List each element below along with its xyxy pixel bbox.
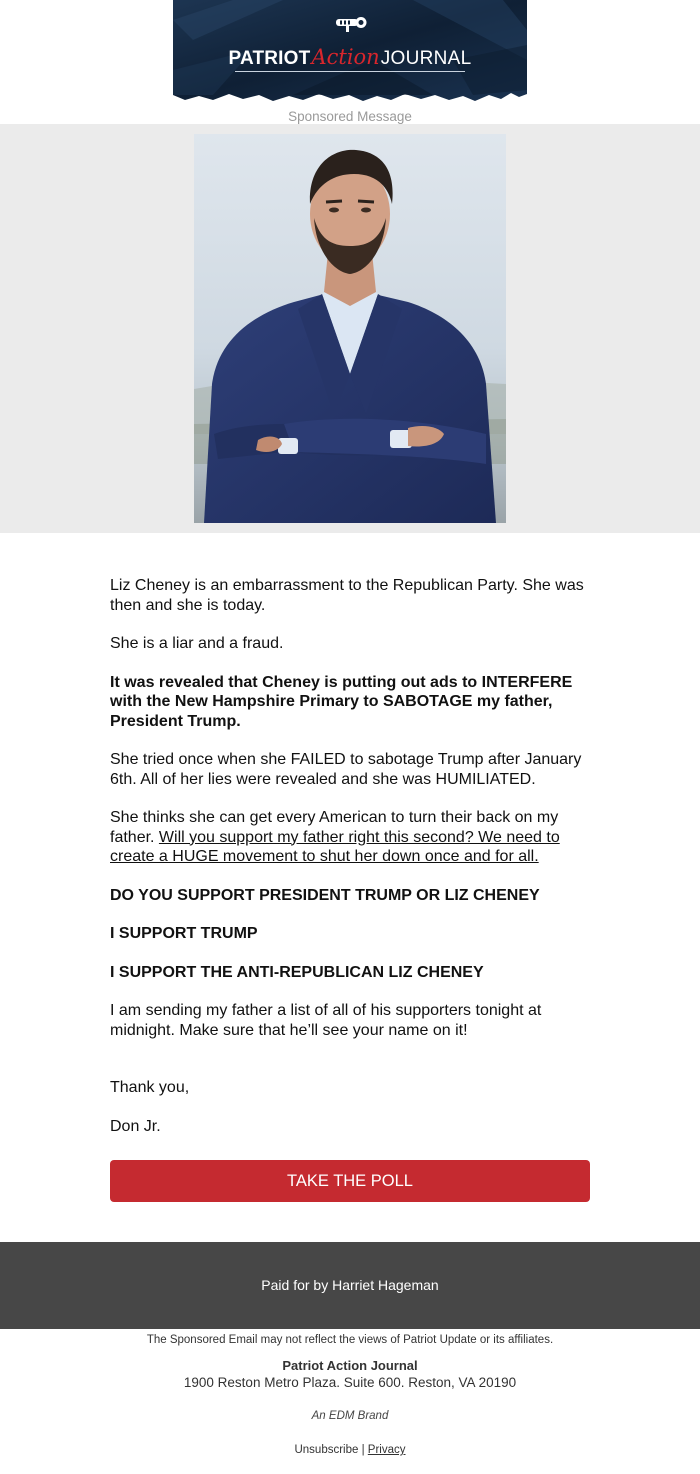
paragraph-intro: Liz Cheney is an embarrassment to the Republican Party. She was then and she is today. [110, 577, 584, 614]
portrait-photo [194, 134, 506, 523]
paragraph-list: I am sending my father a list of all of his supporters tonight at midnight. Make sure that he’ll see your name on it! [110, 1002, 542, 1039]
microphone-icon [334, 12, 368, 34]
brand-journal: JOURNAL [380, 48, 472, 69]
message-body [110, 576, 592, 1155]
take-the-poll-button[interactable]: TAKE THE POLL [110, 1160, 590, 1202]
link-separator: | [358, 1444, 368, 1456]
paragraph-support [110, 808, 592, 867]
hero-section [0, 124, 700, 533]
paid-for-text: Paid for by Harriet Hageman [261, 1277, 439, 1293]
poll-option-trump[interactable]: I SUPPORT TRUMP [110, 925, 258, 942]
poll-question: DO YOU SUPPORT PRESIDENT TRUMP OR LIZ CHENEY [110, 886, 540, 904]
edm-brand: An EDM Brand [311, 1410, 389, 1422]
brand-patriot: PATRIOT [228, 48, 311, 69]
disclaimer-text: The Sponsored Email may not reflect the views of Patriot Update or its affiliates. [146, 1334, 554, 1346]
portrait-illustration [194, 134, 506, 523]
poll-option-cheney[interactable]: I SUPPORT THE ANTI-REPUBLICAN LIZ CHENEY [110, 963, 484, 981]
paragraph-support-text: She thinks she can get every American to turn their back on my father. [110, 809, 559, 846]
brand-logo [173, 43, 527, 73]
paragraph-liar: She is a liar and a fraud. [110, 635, 284, 652]
paragraph-failed: She tried once when she FAILED to sabotage Trump after January 6th. All of her lies were revealed and she was HUMILIATED. [110, 751, 582, 788]
org-name: Patriot Action Journal [282, 1358, 418, 1373]
footer-links [0, 1443, 700, 1457]
org-address: 1900 Reston Metro Plaza. Suite 600. Reston, VA 20190 [183, 1375, 517, 1390]
signoff: Thank you, [110, 1079, 190, 1096]
brand-underline [235, 71, 465, 72]
brand-action: Action [311, 45, 380, 69]
signature: Don Jr. [110, 1117, 161, 1135]
sponsored-label: Sponsored Message [288, 109, 412, 124]
support-link[interactable]: Will you support my father right this second? We need to create a HUGE movement to shut her down once and for all. [110, 828, 560, 865]
unsubscribe-link[interactable]: Unsubscribe [294, 1444, 359, 1456]
paid-for-footer [0, 1242, 700, 1329]
header-banner [173, 0, 527, 106]
privacy-link[interactable]: Privacy [367, 1444, 406, 1456]
paragraph-revealed: It was revealed that Cheney is putting out ads to INTERFERE with the New Hampshire Primary to SABOTAGE my father, President Trump. [110, 673, 573, 730]
